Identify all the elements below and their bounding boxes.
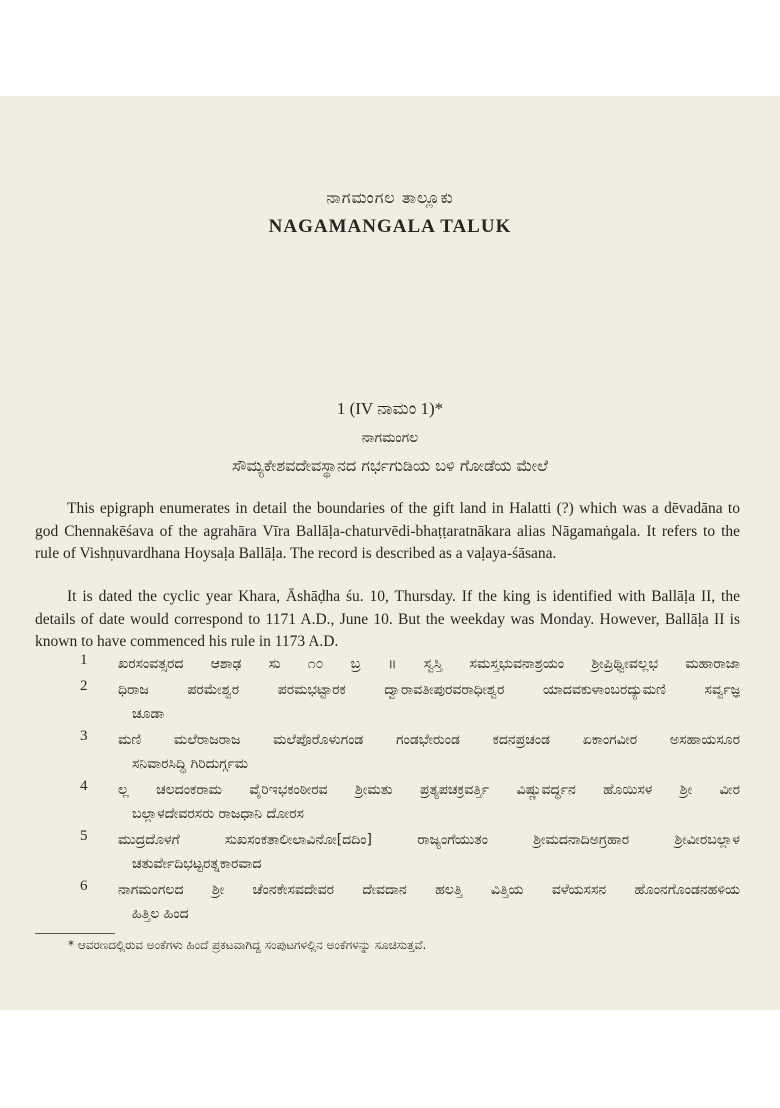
line-text: ಮಣಿ ಮಲೆರಾಜರಾಜ ಮಲೆಪೊರೊಳುಗಂಡ ಗಂಡಭೇರುಂಡ ಕದನಪ್ರಚಂಡ ಏಕಾಂಗವೀರ ಅಸಹಾಯಸೂರ xyxy=(118,732,740,748)
inscription-number: 1 (IV ನಾಮಂ 1)* xyxy=(336,399,444,418)
line-number: 3 xyxy=(80,728,88,744)
line-number: 5 xyxy=(80,828,88,844)
line-text: ನಾಗಮಂಗಲದ ಶ್ರೀ ಚೆಂನಕೇಸವದೇವರ ದೇವದಾನ ಹಲತ್ತಿ ವಿತ್ತಿಯ ವಳೆಯಸಸನ ಹೊಂನಗೊಂಡನಹಳಿಯ xyxy=(118,882,740,898)
description-paragraph-1: This epigraph enumerates in detail the boundaries of the gift land in Halatti (?) which was a dēvadāna to god Chennakēśava of the agrahāra Vīra Ballāḷa-chaturvēdi-bhaṭṭaratnākara alias Nāgamaṅgala. It refers to the rule of Vishṇuvardhana Hoysaḷa Ballāḷa. The record is described as a vaḷaya-śāsana. xyxy=(35,500,740,562)
line-number: 2 xyxy=(80,678,88,694)
line-continuation: ಚೂಡಾ xyxy=(132,706,165,722)
footnote: * ಆವರಣದಲ್ಲಿರುವ ಅಂಕೆಗಳು ಹಿಂದೆ ಪ್ರಕಟವಾಗಿದ್ದ ಸಂಪುಟಗಳಲ್ಲಿನ ಅಂಕೆಗಳನ್ನು ಸೂಚಿಸುತ್ತವೆ. xyxy=(68,938,427,952)
line-continuation: ಬಲ್ಲಾಳದೇವರಸರು ರಾಜಧಾನಿ ದೋರಸ xyxy=(132,806,304,822)
line-continuation: ಚತುರ್ವೇದಿಭಟ್ಟರತ್ನಕಾರವಾದ xyxy=(132,856,262,872)
line-text: ಧಿರಾಜ ಪರಮೇಶ್ವರ ಪರಮಭಟ್ಟಾರಕ ದ್ವಾರಾವತೀಪುರವರಾಧೀಶ್ವರ ಯಾದವಕುಳಾಂಬರದ್ಯುಮಣಿ ಸರ್ವ್ವಜ್ಞ xyxy=(118,682,740,698)
line-text: ಮುದ್ರದೊಳಗೆ ಸುಖಸಂಕತಾಲೀಲಾವಿನೋ[ದದಿಂ] ರಾಜ್ಯಂಗೆಯುತಂ ಶ್ರೀಮದನಾದಿಅಗ್ರಹಾರ ಶ್ರೀವೀರಬಲ್ಲಾಳ xyxy=(118,832,740,848)
line-number: 1 xyxy=(80,652,88,668)
line-text: ಲ್ಲ ಚಲದಂಕರಾಮ ವೈರಿಇಭಕಂಠೀರವ ಶ್ರೀಮತು ಪ್ರತ್ಯಪಚಕ್ರವರ್ತ್ತಿ ವಿಷ್ಣುವರ್ದ್ಧನ ಹೊಯಿಸಳ ಶ್ರೀ ವೀರ xyxy=(118,782,740,798)
inscription-location: ಸೌಮ್ಯಕೇಶವದೇವಸ್ಥಾನದ ಗರ್ಭಗುಡಿಯ ಬಳಿ ಗೋಡೆಯ ಮೇಲೆ xyxy=(232,456,548,475)
line-continuation: ಸನಿವಾರಸಿದ್ಧಿ ಗಿರಿದುರ್ಗ್ಗಮ xyxy=(132,756,249,772)
description-paragraph-2: It is dated the cyclic year Khara, Āshāḍha śu. 10, Thursday. If the king is identified with Ballāḷa II, the details of date would correspond to 1171 A.D., June 10. But the weekday was Monday. However, Ballāḷa II is known to have commenced his rule in 1173 A.D. xyxy=(35,588,740,650)
kannada-taluk-title: ನಾಗಮಂಗಲ ತಾಲ್ಲೂಕು xyxy=(326,188,454,207)
inscription-place: ನಾಗಮಂಗಲ xyxy=(361,430,419,446)
line-text: ಖರಸಂವತ್ಸರದ ಆಶಾಢ ಸು ೧೦ ಬ್ರ ॥ ಸ್ವಸ್ತಿ ಸಮಸ್ತಭುವನಾಶ್ರಯಂ ಶ್ರೀಪ್ರಿಥ್ವೀವಲ್ಲಭ ಮಹಾರಾಜಾ xyxy=(118,656,740,672)
book-page xyxy=(0,96,780,1010)
line-continuation: ಹಿತ್ತಿಲ ಹಿಂದ xyxy=(132,906,189,922)
english-taluk-title: NAGAMANGALA TALUK xyxy=(268,216,512,237)
line-number: 6 xyxy=(80,878,88,894)
footnote-divider xyxy=(35,933,115,934)
line-number: 4 xyxy=(80,778,88,794)
